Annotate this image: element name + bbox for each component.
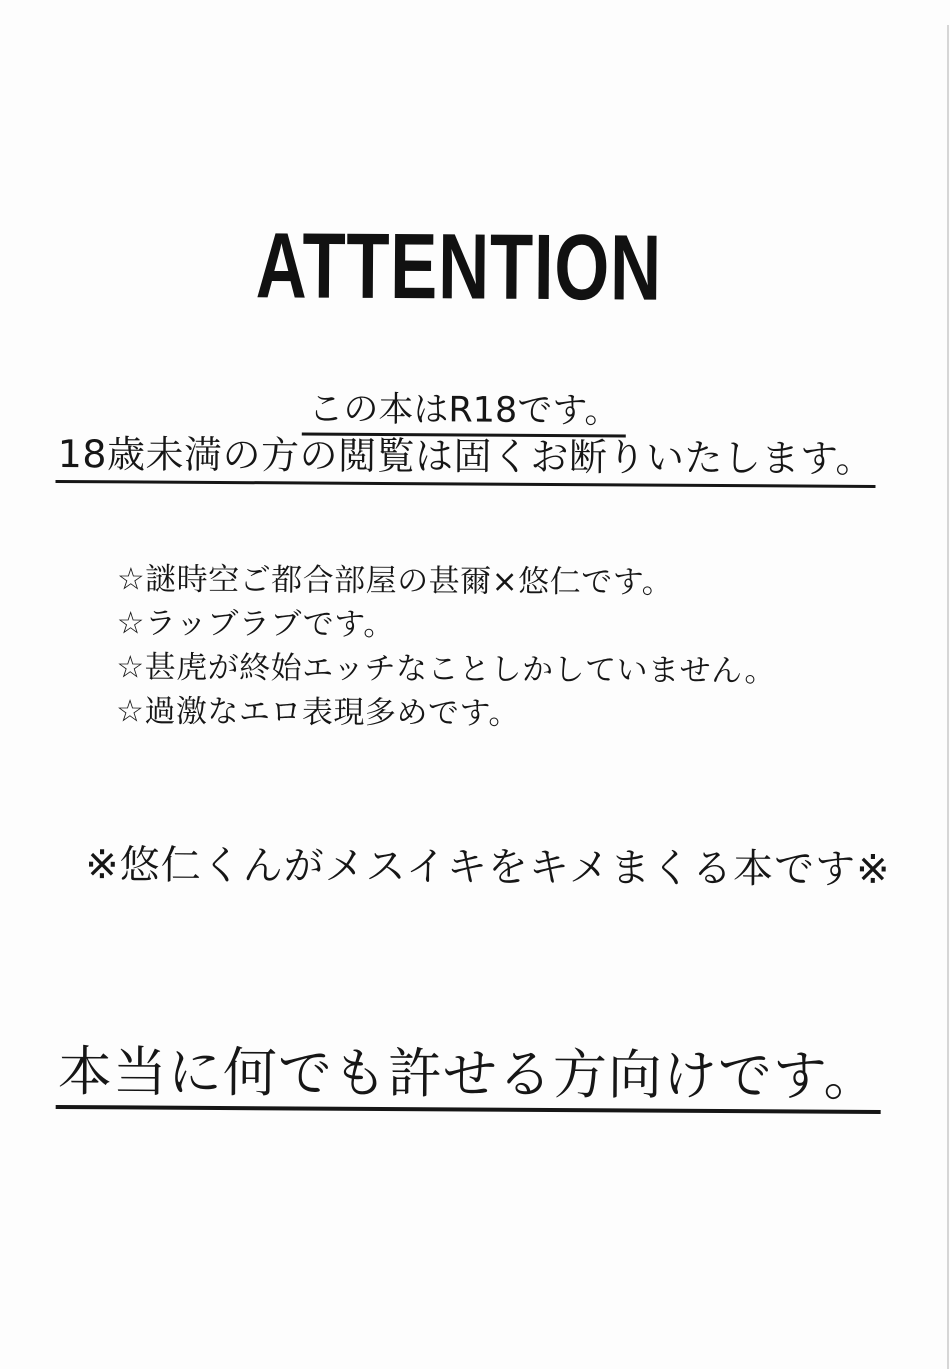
note-item: ☆謎時空ご都合部屋の甚爾×悠仁です。 — [116, 561, 674, 601]
note-item: ☆甚虎が終始エッチなことしかしていません。 — [116, 649, 776, 690]
r18-notice-line2 — [56, 431, 877, 481]
r18-notice-line2-text: 18歳未満の方の閲覧は固くお断りいたします。 — [55, 432, 876, 488]
r18-notice-line1-text: この本はR18です。 — [302, 389, 625, 437]
note-item: ☆ラッブラブです。 — [116, 605, 395, 644]
r18-notice-line1 — [0, 389, 928, 433]
highlight-notice: ※悠仁くんがメスイキをキメまくる本です※ — [85, 842, 891, 894]
final-warning-text: 本当に何でも許せる方向けです。 — [56, 1040, 881, 1114]
note-item: ☆過激なエロ表現多めです。 — [115, 693, 521, 732]
content-notes-list — [116, 557, 777, 737]
page-title: ATTENTION — [255, 213, 663, 320]
scan-edge-line — [947, 25, 949, 1369]
final-warning — [56, 1040, 881, 1109]
